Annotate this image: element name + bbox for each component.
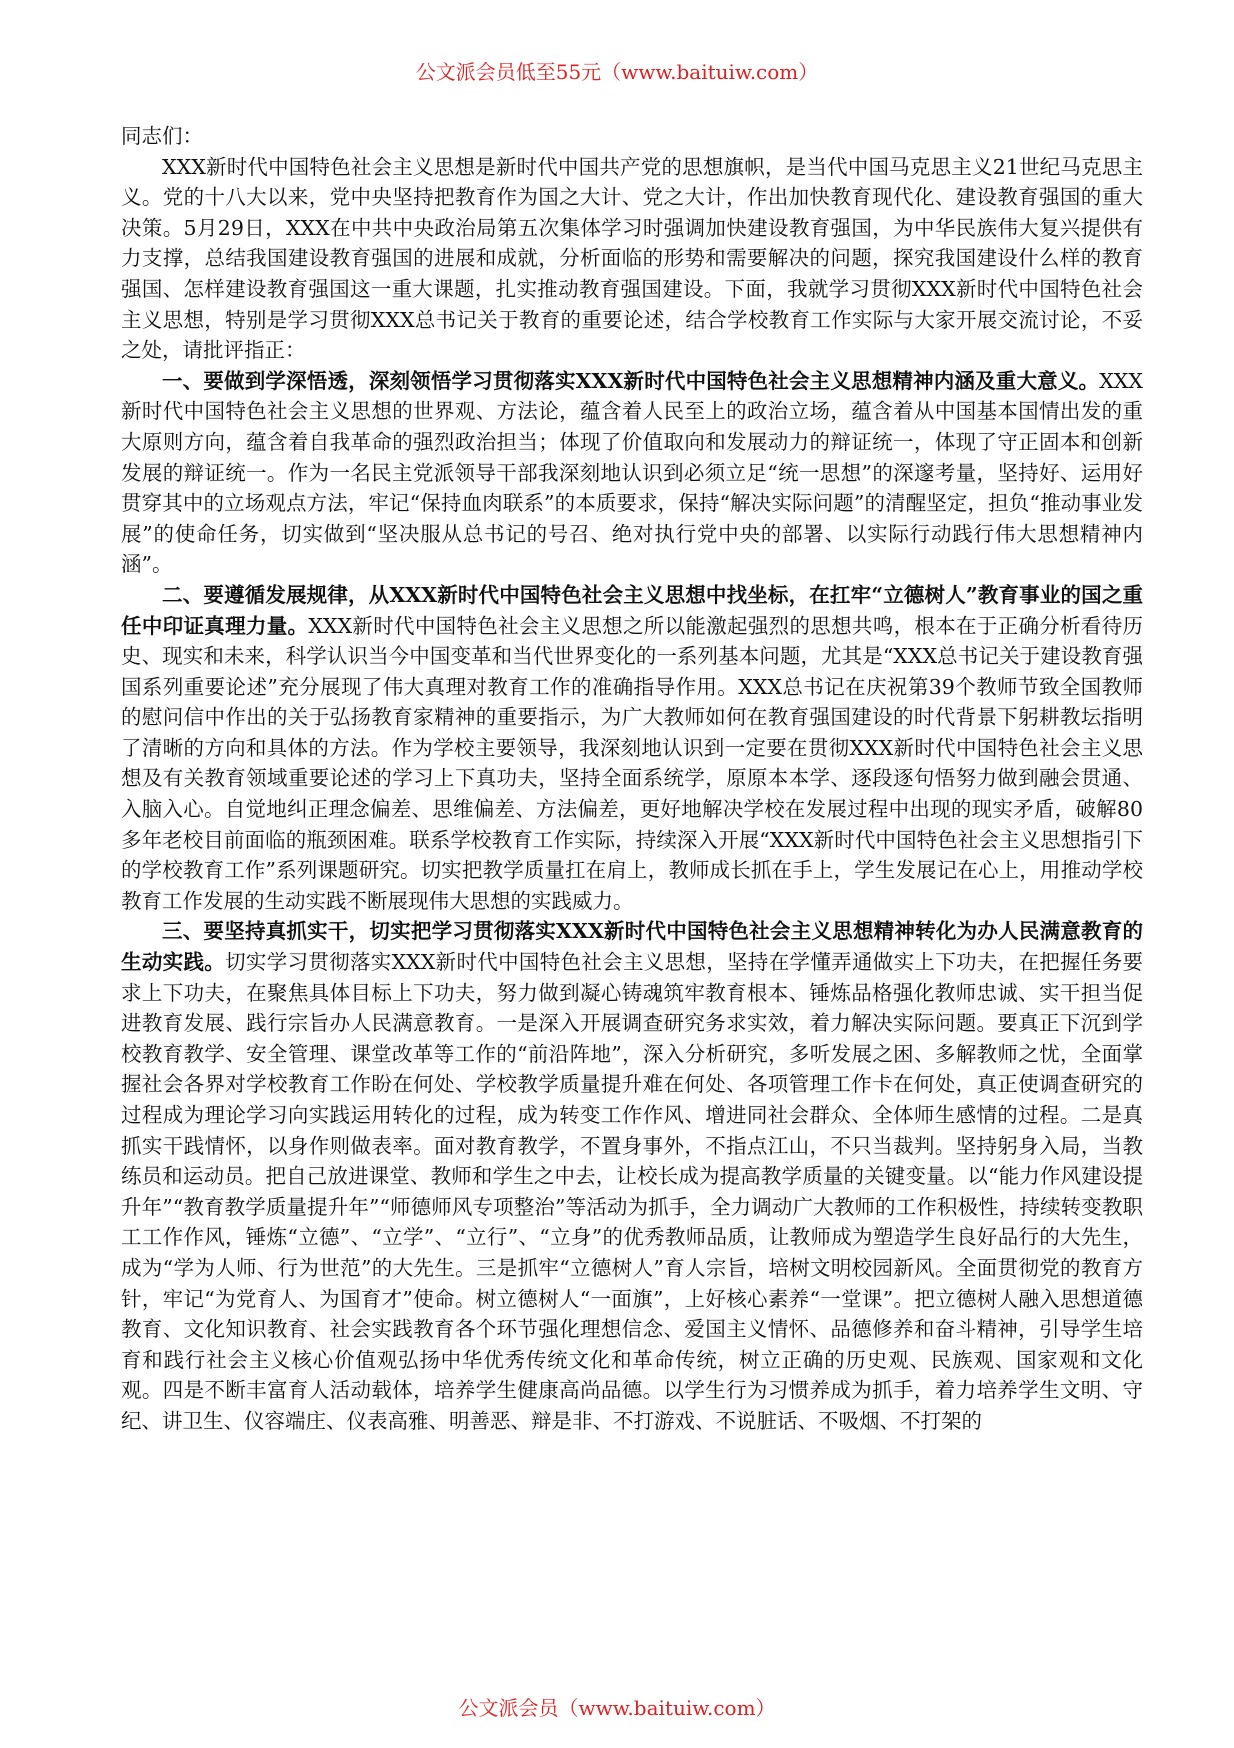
intro-paragraph: XXX新时代中国特色社会主义思想是新时代中国共产党的思想旗帜，是当代中国马克思主义21世纪马克思主义。党的十八大以来，党中央坚持把教育作为国之大计、党之大计，作出加快教育现代化、建设教育强国的重大决策。5月29日，XXX在中共中央政治局第五次集体学习时强调加快建设教育强国，为中华民族伟大复兴提供有力支撑，总结我国建设教育强国的进展和成就，分析面临的形势和需要解决的问题，探究我国建设什么样的教育强国、怎样建设教育强国这一重大课题，扎实推动教育强国建设。下面，我就学习贯彻XXX新时代中国特色社会主义思想，特别是学习贯彻XXX总书记关于教育的重要论述，结合学校教育工作实际与大家开展交流讨论，不妥之处，请批评指正： bbox=[121, 154, 1143, 363]
page-header: 公文派会员低至55元（www.baituiw.com） bbox=[415, 60, 819, 84]
document-body bbox=[121, 121, 1143, 1437]
section-3-body: 切实学习贯彻落实XXX新时代中国特色社会主义思想，坚持在学懂弄通做实上下功夫，在把握任务要求上下功夫，在聚焦具体目标上下功夫，努力做到凝心铸魂筑牢教育根本、锤炼品格强化教师忠诚、实干担当促进教育发展、践行宗旨办人民满意教育。一是深入开展调查研究务求实效，着力解决实际问题。要真正下沉到学校教育教学、安全管理、课堂改革等工作的“前沿阵地”，深入分析研究，多听发展之困、多解教师之忧，全面掌握社会各界对学校教育工作盼在何处、学校教学质量提升难在何处、各项管理工作卡在何处，真正使调查研究的过程成为理论学习向实践运用转化的过程，成为转变工作作风、增进同社会群众、全体师生感情的过程。二是真抓实干践情怀，以身作则做表率。面对教育教学，不置身事外，不指点江山，不只当裁判。坚持躬身入局，当教练员和运动员。把自己放进课堂、教师和学生之中去，让校长成为提高教学质量的关键变量。以“能力作风建设提升年”“教育教学质量提升年”“师德师风专项整治”等活动为抓手，全力调动广大教师的工作积极性，持续转变教职工工作作风，锤炼“立德”、“立学”、“立行”、“立身”的优秀教师品质，让教师成为塑造学生良好品行的大先生，成为“学为人师、行为世范”的大先生。三是抓牢“立德树人”育人宗旨，培树文明校园新风。全面贯彻党的教育方针，牢记“为党育人、为国育才”使命。树立德树人“一面旗”，上好核心素养“一堂课”。把立德树人融入思想道德教育、文化知识教育、社会实践教育各个环节强化理想信念、爱国主义情怀、品德修养和奋斗精神，引导学生培育和践行社会主义核心价值观弘扬中华优秀传统文化和革命传统，树立正确的历史观、民族观、国家观和文化观。四是不断丰富育人活动载体，培养学生健康高尚品德。以学生行为习惯养成为抓手，着力培养学生文明、守纪、讲卫生、仪容端庄、仪表高雅、明善恶、辩是非、不打游戏、不说脏话、不吸烟、不打架的 bbox=[121, 950, 1144, 1433]
page-footer: 公文派会员（www.baituiw.com） bbox=[458, 1696, 776, 1720]
section-1-paragraph bbox=[121, 366, 1143, 580]
greeting: 同志们： bbox=[121, 124, 203, 148]
section-2-body: XXX新时代中国特色社会主义思想之所以能激起强烈的思想共鸣，根本在于正确分析看待历史、现实和未来，科学认识当今中国变革和当代世界变化的一系列基本问题，尤其是“XXX总书记关于建设教育强国系列重要论述”充分展现了伟大真理对教育工作的准确指导作用。XXX总书记在庆祝第39个教师节致全国教师的慰问信中作出的关于弘扬教育家精神的重要指示，为广大教师如何在教育强国建设的时代背景下躬耕教坛指明了清晰的方向和具体的方法。作为学校主要领导，我深刻地认识到一定要在贯彻XXX新时代中国特色社会主义思想及有关教育领域重要论述的学习上下真功夫，坚持全面系统学，原原本本学、逐段逐句悟努力做到融会贯通、入脑入心。自觉地纠正理念偏差、思维偏差、方法偏差，更好地解决学校在发展过程中出现的现实矛盾，破解80多年老校目前面临的瓶颈困难。联系学校教育工作实际，持续深入开展“XXX新时代中国特色社会主义思想指引下的学校教育工作”系列课题研究。切实把教学质量扛在肩上，教师成长抓在手上，学生发展记在心上，用推动学校教育工作发展的生动实践不断展现伟大思想的实践威力。 bbox=[121, 613, 1144, 913]
section-1-body: XXX新时代中国特色社会主义思想的世界观、方法论，蕴含着人民至上的政治立场，蕴含着从中国基本国情出发的重大原则方向，蕴含着自我革命的强烈政治担当；体现了价值取向和发展动力的辩证统一，体现了守正固本和创新发展的辩证统一。作为一名民主党派领导干部我深刻地认识到必须立足“统一思想”的深邃考量，坚持好、运用好贯穿其中的立场观点方法，牢记“保持血肉联系”的本质要求，保持“解决实际问题”的清醒坚定，担负“推动事业发展”的使命任务，切实做到“坚决服从总书记的号召、绝对执行党中央的部署、以实际行动践行伟大思想精神内涵”。 bbox=[121, 368, 1143, 577]
section-2-heading: 二、要遵循发展规律，从XXX新时代中国特色社会主义思想中找坐标，在扛牢“立德树人”教育事业的国之重任中印证真理力量。 bbox=[121, 582, 1144, 638]
section-1-heading: 一、要做到学深悟透，深刻领悟学习贯彻落实XXX新时代中国特色社会主义思想精神内涵及重大意义。 bbox=[162, 368, 1100, 393]
section-2-paragraph bbox=[121, 580, 1143, 917]
section-3-paragraph bbox=[121, 916, 1143, 1436]
section-3-heading: 三、要坚持真抓实干，切实把学习贯彻落实XXX新时代中国特色社会主义思想精神转化为办人民满意教育的生动实践。 bbox=[121, 919, 1143, 975]
